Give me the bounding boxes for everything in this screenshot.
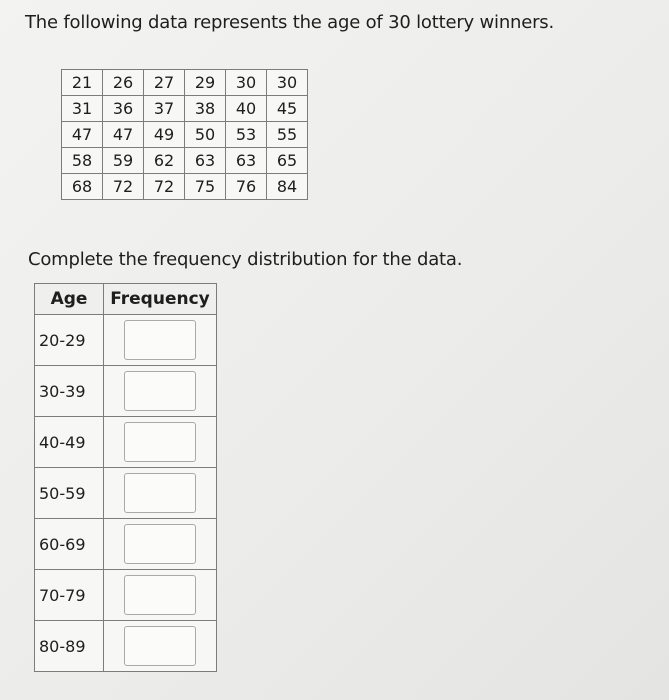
frequency-input[interactable] — [124, 320, 196, 360]
age-class-label: 60-69 — [35, 519, 104, 570]
data-table-row — [62, 148, 308, 174]
frequency-cell — [104, 468, 217, 519]
frequency-row — [35, 621, 217, 672]
data-cell: 75 — [185, 174, 226, 200]
frequency-prompt: Complete the frequency distribution for the data. — [28, 249, 463, 270]
age-class-label: 50-59 — [35, 468, 104, 519]
frequency-input[interactable] — [124, 575, 196, 615]
data-cell: 63 — [226, 148, 267, 174]
frequency-input[interactable] — [124, 473, 196, 513]
data-cell: 59 — [103, 148, 144, 174]
data-cell: 49 — [144, 122, 185, 148]
data-cell: 53 — [226, 122, 267, 148]
frequency-row — [35, 366, 217, 417]
frequency-cell — [104, 621, 217, 672]
age-class-label: 80-89 — [35, 621, 104, 672]
age-class-label: 70-79 — [35, 570, 104, 621]
data-cell: 29 — [185, 70, 226, 96]
frequency-input[interactable] — [124, 422, 196, 462]
age-class-label: 40-49 — [35, 417, 104, 468]
data-cell: 65 — [267, 148, 308, 174]
data-cell: 72 — [103, 174, 144, 200]
frequency-cell — [104, 315, 217, 366]
age-class-label: 30-39 — [35, 366, 104, 417]
frequency-cell — [104, 417, 217, 468]
frequency-header-row — [35, 284, 217, 315]
data-cell: 50 — [185, 122, 226, 148]
data-cell: 47 — [62, 122, 103, 148]
data-cell: 40 — [226, 96, 267, 122]
data-cell: 38 — [185, 96, 226, 122]
frequency-cell — [104, 570, 217, 621]
data-cell: 58 — [62, 148, 103, 174]
data-cell: 55 — [267, 122, 308, 148]
data-cell: 30 — [267, 70, 308, 96]
frequency-row — [35, 468, 217, 519]
data-cell: 21 — [62, 70, 103, 96]
frequency-input[interactable] — [124, 371, 196, 411]
data-table-row — [62, 174, 308, 200]
frequency-row — [35, 519, 217, 570]
frequency-cell — [104, 519, 217, 570]
data-table-row — [62, 122, 308, 148]
age-class-label: 20-29 — [35, 315, 104, 366]
data-cell: 26 — [103, 70, 144, 96]
data-cell: 68 — [62, 174, 103, 200]
data-cell: 72 — [144, 174, 185, 200]
frequency-distribution-table — [34, 283, 217, 672]
frequency-cell — [104, 366, 217, 417]
data-cell: 76 — [226, 174, 267, 200]
lottery-ages-table — [61, 69, 308, 200]
data-cell: 36 — [103, 96, 144, 122]
data-cell: 45 — [267, 96, 308, 122]
data-cell: 31 — [62, 96, 103, 122]
age-header: Age — [35, 284, 104, 315]
frequency-input[interactable] — [124, 626, 196, 666]
frequency-header: Frequency — [104, 284, 217, 315]
data-cell: 62 — [144, 148, 185, 174]
question-intro: The following data represents the age of 30 lottery winners. — [25, 12, 555, 33]
data-table-row — [62, 70, 308, 96]
frequency-row — [35, 417, 217, 468]
data-cell: 30 — [226, 70, 267, 96]
frequency-row — [35, 570, 217, 621]
data-table-row — [62, 96, 308, 122]
frequency-input[interactable] — [124, 524, 196, 564]
data-cell: 84 — [267, 174, 308, 200]
data-cell: 47 — [103, 122, 144, 148]
data-cell: 37 — [144, 96, 185, 122]
data-cell: 27 — [144, 70, 185, 96]
frequency-row — [35, 315, 217, 366]
data-cell: 63 — [185, 148, 226, 174]
